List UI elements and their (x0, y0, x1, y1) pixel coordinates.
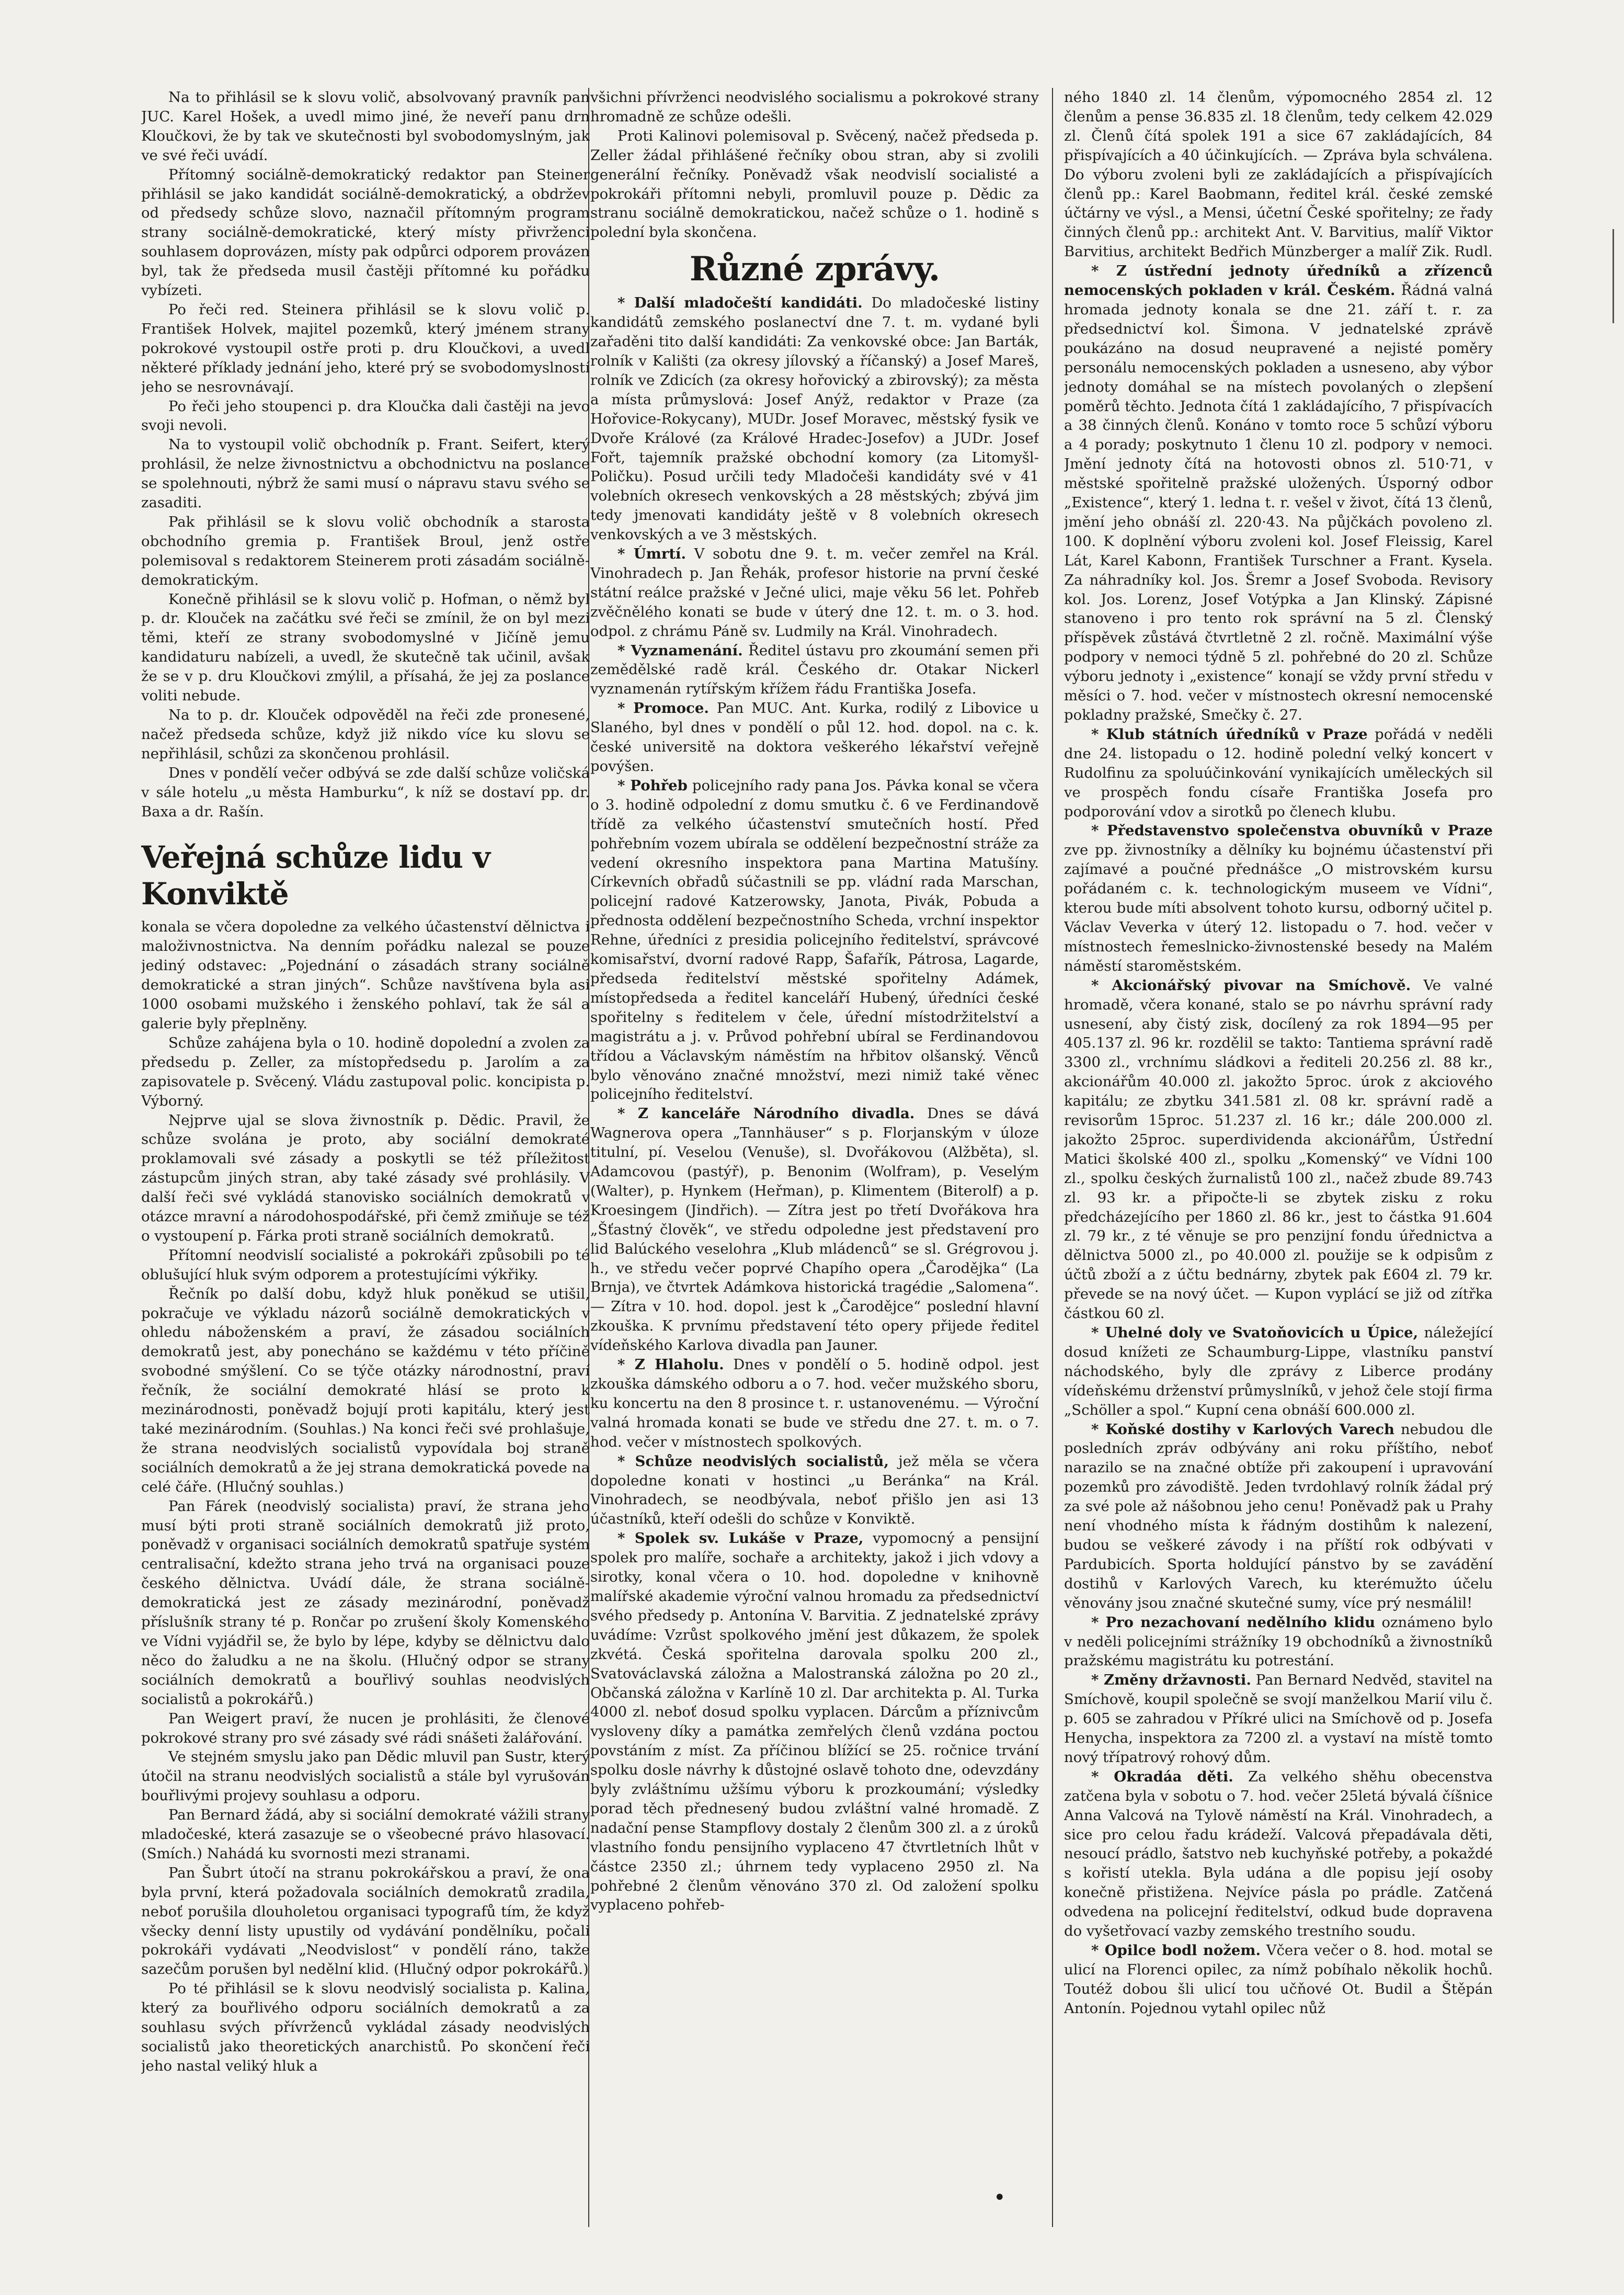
news-item (590, 293, 1039, 544)
news-body: vypomocný a pensijní spolek pro malíře, sochaře a architekty, jakož i jich vdovy a sirotky, konal včera o 10. hod. dopoledne v knihovně malířské akademie výroční valnou hromadu za předsednictví svého předsedy p. Antonína V. Barvitia. Z jednatelské zprávy uvádíme: Vzrůst spolkového jmění jest důkazem, že spolek zkvétá. Česká spořitelna darovala spolku 200 zl., Svatováclavská záložna a Malostranská záložna po 20 zl., Občanská záložna v Karlíně 10 zl. Dar architekta p. Al. Turka 4000 zl. neboť dosud spolku vyplacen. Dárcům a příznivcům vysloveny díky a památka zemřelých členů vzdána poctou povstáním z míst. Za příčinou blížící se 25. ročnice trvání spolku dosle návrhy k důstojné oslavě tohoto dne, odevzdány byly zvláštnímu užšímu výboru k prozkoumání; výsledky porad těch přednesený budou zvláštní valné hromadě. Z nadační pense Stampflovy dostaly 2 členům 300 zl. a z úroků vlastního fondu pensijního vyplaceno 47 čtvrtletních lhůt v částce 2350 zl.; úhrnem tedy vyplaceno 2950 zl. Na pohřebné 2 členům věnováno 370 zl. Od založení spolku vyplaceno pohřeb- (590, 1530, 1039, 1914)
news-body: Ve valné hromadě, včera konané, stalo se po návrhu správní rady usnesení, aby čistý zisk, docílený za rok 1894—95 per 405.137 zl. 96 kr. rozdělil se takto: Tantiema správní radě 3300 zl., vrchnímu sládkovi a řediteli 20.256 zl. 88 kr., akcionářům 40.000 zl. jakožto 5proc. úrok z akciového kapitálu; ze zbytku 341.581 zl. 08 kr. správní radě a revisorům 15proc. 51.237 zl. 16 kr.; dále 200.000 zl. jakožto 25proc. superdividenda akcionářům, Ústřední Matici školské 400 zl., spolku „Komenský“ ve Vídni 100 zl., spolku českých žurnalistů 100 zl., načež zbude 89.743 zl. 93 kr. a připočte-li se zbytek zisku z roku předcházejícího per 1860 zl. 86 kr., jest to částka 91.604 zl. 79 kr., z té věnuje se pro penzijní fondu úřednictva a dělnictva 5000 zl., po 40.000 zl. použije se k odpisům z účtů zboží a z účtu bednárny, zbytek pak £604 zl. 79 kr. převede se na nový účet. — Kupon vyplácí se již od zítřka částkou 60 zl. (1064, 976, 1493, 1322)
news-headline: * Další mladočeští kandidáti. (617, 294, 863, 312)
news-body: Včera večer o 8. hod. motal se ulicí na Florenci opilec, za nímž pobíhalo několik hochů. Toutéž dobou šli ulicí tou učňové Ot. Budil a Štěpán Antonín. Pojednou vytahl opilec nůž (1064, 1942, 1493, 2017)
paragraph: Na to přihlásil se k slovu volič, absolvovaný pravník pan JUC. Karel Hošek, a uvedl mimo jiné, že neveří panu drn Kloučkovi, že by tak ve skutečnosti byl svobodomyslným, jak ve své řeči uvádí. (141, 89, 590, 164)
news-body: zve pp. živnostníky a dělníky ku bojnému účastenství při zajímavé a poučné přednášce „O mistrovském kursu pořádaném c. k. technologickým museem ve Vídni“, kterou bude míti absolvent tohoto kursu, odborný učitel p. Václav Veverka v úterý 12. listopadu o 7. hod. večer v místnostech řemeslnicko-živnostenské besedy na Malém náměstí staroměstském. (1064, 842, 1493, 974)
section-heading-konvikt: Veřejná schůze lidu v Konviktě (141, 839, 490, 912)
news-headline: * Koňské dostihy v Karlových Varech (1091, 1421, 1394, 1438)
paragraph: všichni přívrženci neodvislého socialismu a pokrokové strany hromadně ze schůze odešli. (590, 89, 1039, 125)
news-item (590, 1452, 1039, 1529)
news-body: Pan MUC. Ant. Kurka, rodilý z Libovice u Slaného, byl dnes v pondělí o půl 12. hod. dopol. na c. k. české universitě na doktora veškerého lékařství veřejně povýšen. (590, 700, 1039, 775)
news-item (1064, 262, 1493, 725)
news-item (590, 641, 1039, 699)
news-item (590, 1529, 1039, 1915)
news-body: Do mladočeské listiny kandidátů zemského poslanectví dne 7. t. m. vydané byli zařaděni tito další kandidáti: Za venkovské obce: Jan Barták, rolník v Kališti (za okresy jílovský a říčanský) a Josef Mareš, rolník ve Zdicích (za okresy hořovický a zbirovský); za města a místa průmyslová: Josef Anýž, redaktor v Praze (za Hořovice-Rokycany), MUDr. Josef Moravec, městský fysik ve Dvoře Králové (za Králové Hradec-Josefov) a JUDr. Josef Fořt, tajemník pražské obchodní komory (za Litomyšl-Poličku). Posud určili tedy Mladočeši kandidáty své v 41 volebních okresech venkovských a 28 městských; zbývá jim tedy jmenovati kandidáty ještě v 8 volebních okresech venkovských a ve 3 městských. (590, 294, 1039, 543)
news-headline: * Představenstvo společenstva obuvníků v Praze (1091, 822, 1493, 839)
news-body: Řádná valná hromada jednoty konala se dne 21. září t. r. za předsednictví kol. Šimona. V jednatelské zprávě poukázáno na dosud neupravené a nejisté poměry personálu nemocenských pokladen a usneseno, aby výbor jednoty domáhal se na místech povolaných o zlepšení poměrů těchto. Jednota čítá 1 zakládajícího, 7 přispívacích a 38 činných členů. Konáno v tomto roce 5 schůzí výboru a 4 porady; poskytnuto 1 členu 10 zl. podpory v nemoci. Jmění jednoty čítá na hotovosti obnos zl. 510·71, v městské spořitelně pražské uložených. Úsporný odbor „Existence“, který 1. ledna t. r. vešel v život, čítá 13 členů, jmění jeho obnáší zl. 220·43. Na půjčkách povoleno zl. 100. K doplnění výboru zvoleni kol. Josef Fleissig, Karel Lát, Karel Kabonn, František Turschner a Frant. Kysela. Za náhradníky kol. Jos. Šremr a Josef Svoboda. Revisory kol. Jos. Lorenz, Josef Votýpka a Jan Klinský. Zápisné stanoveno i pro tento rok správní na 5 zl. Členský příspěvek zůstává čtvrtletně 2 zl. ročně. Maximální výše podpory v nemoci týdně 5 zl. pohřebné do 20 zl. Schůze výboru jednoty i „existence“ konají se vždy první středu v měsíci o 7. hod. večer v místnostech okresní nemocenské pokladny pražské, Smečky č. 27. (1064, 282, 1493, 723)
news-item (1064, 976, 1493, 1323)
paragraph: Na to p. dr. Klouček odpověděl na řeči zde pronesené, načež předseda schůze, když již nikdo více ku slovu se nepřihlásil, schůzi za skončenou prohlásil. (141, 707, 590, 762)
news-item (590, 1104, 1039, 1355)
paragraph: Pan Fárek (neodvislý socialista) praví, že strana jeho musí býti proti straně sociálních demokratů již proto, poněvadž v organisaci sociálních demokratů spatřuje systém centralisační, kdežto strana jeho trvá na organisaci pouze českého dělnictva. Uvádí dále, že strana sociálně-demokratická jest ze zásady mezinárodní, poněvadž příslušník strany té p. Rončar po zrušení školy Komenského ve Vídni vyjádřil se, že bylo by lépe, kdyby se dělnictvu dalo něco do žaludku a ne na školu. (Hlučný odpor se strany sociálních demokratů a bouřlivý souhlas neodvislých socialistů a pokrokářů.) (141, 1497, 590, 1708)
news-item (590, 776, 1039, 1104)
news-body: pořádá v neděli dne 24. listopadu o 12. hodině polední velký koncert v Rudolfinu za spoluúčinkování vynikajících uměleckých sil ve prospěch fondu císaře Františka Josefa pro podporování vdov a sirotků po členech klubu. (1064, 725, 1493, 820)
news-headline: * Z Hlaholu. (617, 1356, 724, 1373)
news-headline: * Promoce. (617, 700, 709, 717)
column-2 (590, 88, 1039, 2227)
news-headline: * Uhelné doly ve Svatoňovicích u Úpice, (1091, 1324, 1419, 1341)
news-item (1064, 1941, 1493, 2018)
paragraph: Nejprve ujal se slova živnostník p. Dědic. Pravil, že schůze svolána je proto, aby sociální demokraté proklamovali své zásady a poskytli se též příležitost zástupcům jiných stran, aby také zásady své prohlásily. V další řeči své vykládá stanovisko sociálních demokratů v otázce mravní a národohospodářské, při čemž zmiňuje se též o vystoupení p. Fárka proti straně sociálních demokratů. (141, 1111, 590, 1244)
paragraph: Pan Bernard žádá, aby si sociální demokraté vážili strany mladočeské, která zasazuje se o všeobecné právo hlasovací. (Smích.) Nahádá ku svornosti mezi stranami. (141, 1807, 590, 1862)
news-body: Dnes se dává Wagnerova opera „Tannhäuser“ s p. Florjanským v úloze titulní, pí. Veselou (Venuše), sl. Dvořákovou (Alžběta), sl. Adamcovou (pastýř), p. Benonim (Wolfram), p. Veselým (Walter), p. Hynkem (Heřman), p. Klimentem (Biterolf) a p. Kroesingem (Jindřich). — Zítra jest po třetí Dvořákova hra „Šťastný člověk“, ve středu odpoledne jest představení pro lid Balúckého veselohra „Klub mládenců“ se sl. Grégrovou j. h., ve středu večer poprvé Chapího opera „Čarodějka“ (La Brnja), ve čtvrtek Adámkova historická tragédie „Salomena“. — Zítra v 10. hod. dopol. jest k „Čarodějce“ poslední hlavní zkouška. K prvnímu představení této opery přijede ředitel vídeňského Karlova divadla pan Jauner. (590, 1105, 1039, 1354)
column-1 (141, 88, 590, 2227)
news-item (1064, 821, 1493, 975)
news-item (1064, 1671, 1493, 1767)
news-headline: * Akcionářský pivovar na Smíchově. (1091, 976, 1411, 994)
news-headline: * Pohřeb (617, 777, 688, 794)
news-body: jež měla se včera dopoledne konati v hostinci „u Beránka“ na Král. Vinohradech, se neodbývala, neboť přišlo jen asi 13 účastníků, kteří odešli do schůze v Konviktě. (590, 1452, 1039, 1528)
news-body: nebudou dle posledních zpráv odbývány ani roku příštího, neboť narazilo se na značné obtíže při zakoupení i upravování pozemků pro závodiště. Jeden tvrdohlavý rolník žádal prý za své pole až nášobnou jeho cenu! Poněvadž pak u Prahy není vhodného místa k řádným dostihům k nalezení, budou se veškeré závody i na příští rok odbývati v Pardubicích. Sporta holdující pánstvo by se zavádění dostihů v Karlových Varech, ku kterémužto účelu věnovány jsou značné skutečné sumy, více prý nesmálil! (1064, 1421, 1493, 1611)
news-headline: * Spolek sv. Lukáše v Praze, (617, 1530, 864, 1547)
news-item (1064, 725, 1493, 822)
column-3 (1064, 88, 1493, 2227)
news-body: náležející dosud knížeti ze Schaumburg-Lippe, vlastníku panství náchodského, byly dle zprávy z Liberce prodány vídeňskému drženství průmyslníků, v jehož čele stojí firma „Schöller a spol.“ Kupní cena obnáší 600.000 zl. (1064, 1324, 1493, 1418)
news-headline: * Změny državnosti. (1091, 1672, 1251, 1689)
paragraph: Pan Weigert praví, že nucen je prohlásiti, že členové pokrokové strany pro své zásady své rádi snášeti žalářování. (141, 1710, 590, 1746)
news-item (1064, 1420, 1493, 1613)
paragraph: Schůze zahájena byla o 10. hodině dopolední a zvolen za předsedu p. Zeller, za místopředsedu p. Jarolím a za zapisovatele p. Svěcený. Vládu zastupoval polic. koncipista p. Výborný. (141, 1034, 590, 1109)
paragraph: Ve stejném smyslu jako pan Dědic mluvil pan Sustr, který útočil na stranu neodvislých socialistů a stále byl vyrušován bouřlivými projevy souhlasu a odporu. (141, 1748, 590, 1804)
news-headline: * Z ústřední jednoty úředníků a zřízenců nemocenských pokladen v král. Českém. (1064, 263, 1493, 299)
news-headline: * Pro nezachovaní nedělního klidu (1091, 1614, 1376, 1631)
news-headline: * Okradáa děti. (1091, 1768, 1233, 1785)
paragraph: Na to vystoupil volič obchodník p. Frant. Seifert, který prohlásil, že nelze živnostnictvu a obchodnictvu na poslance se spolehnouti, nýbrž že sami musí o nápravu stavu svého se zasaditi. (141, 436, 590, 512)
news-item (1064, 1613, 1493, 1671)
news-headline: * Opilce bodl nožem. (1091, 1942, 1261, 1959)
paragraph: Řečník po další dobu, když hluk poněkud se utišil, pokračuje ve výkladu názorů sociálně demokratických v ohledu náboženském a praví, že zásadou sociálních demokratů jest, aby ponecháno se každému v této příčině svobodné smýšlení. Co se týče otázky národnostní, praví řečník, že sociální demokraté hlásí se proto k mezinárodnosti, poněvadž bojují proti kapitálu, který jest také mezinárodním. (Souhlas.) Na konci řeči své prohlašuje, že strana neodvislých socialistů vypovídala boj straně sociálních demokratů a že jej strana demokratická povede na celé čáře. (Hlučný souhlas.) (141, 1285, 590, 1495)
paragraph: Pan Šubrt útočí na stranu pokrokářskou a praví, že ona byla první, která požadovala sociálních demokratů zradila, neboť porušila dlouholetou organisaci typografů tím, že když všecky denní listy upustily od vydávání pondělníku, počali pokrokáři vydávati „Neodvislost“ v pondělí ráno, takže sazečům porušen byl nedělní klid. (Hlučný odpor pokrokářů.) (141, 1864, 590, 1978)
column-rule-right (1052, 88, 1053, 2227)
paragraph: Konečně přihlásil se k slovu volič p. Hofman, o němž byl p. dr. Klouček na začátku své řeči se zmínil, že on byl mezi těmi, kteří ze strany svobodomyslné v Jičíně jemu kandidaturu nabízeli, a uvedl, že skutečně tak učinil, avšak že se v p. dru Kloučkovi zmýlil, a přísahá, že jej za poslance voliti nebude. (141, 590, 590, 705)
news-headline: * Z kanceláře Národního divadla. (617, 1105, 915, 1122)
news-item (590, 544, 1039, 641)
news-headline: * Vyznamenání. (617, 642, 743, 659)
news-body: policejního rady pana Jos. Pávka konal se včera o 3. hodině odpolední z domu smutku č. 6 ve Ferdinandově třídě za velkého účastenství smutečních hostí. Před pohřebním vozem ubírala se oddělení bezpečnostní stráže za vedení okresního inspektora pana Martina Matušíny. Církevních obřadů súčastnili se pp. vládní rada Marschan, policejní radové Katzerowsky, Janota, Pivák, Pobuda a přednosta oddělení bezpečnostního Scheda, vrchní inspektor Rehne, úředníci z presidia policejního ředitelství, správcové komisařství, dvorní radové Rapp, Šafařík, Pátrosa, Lagarde, předseda ředitelství městské spořitelny Adámek, místopředseda a ředitel kanceláří Hubený, úředníci české spořitelny s ředitelem v čele, úřední místodržitelství a magistrátu a j. v. Průvod pohřební ubíral se Ferdinandovou třídou a Václavským náměstím na hřbitov olšanský. Věnců bylo věnováno značné množství, mezi nimiž také věnec policejního ředitelství. (590, 777, 1039, 1103)
paragraph: Proti Kalinovi polemisoval p. Svěcený, načež předseda p. Zeller žádal přihlášené řečníky obou stran, aby si zvolili generální řečníky. Poněvadž však neodvislí socialisté a pokrokáři přítomni nebyli, promluvil pouze p. Dědic za stranu sociálně demokratickou, načež schůze o 1. hodině s polední byla skončena. (590, 127, 1039, 241)
margin-mark (1612, 229, 1618, 323)
paragraph: Po řeči red. Steinera přihlásil se k slovu volič p. František Holvek, majitel pozemků, který jménem strany pokrokové vystoupil ostře proti p. dru Kloučkovi, a uvedl některé příklady jednání jeho, které prý se svobodomyslností jeho se nesrovnávají. (141, 301, 590, 395)
paragraph: Dnes v pondělí večer odbývá se zde další schůze voličská v sále hotelu „u města Hamburku“, k níž se dostaví pp. dr. Baxa a dr. Rašín. (141, 764, 590, 820)
news-item (590, 1355, 1039, 1452)
paragraph: Přítomní neodvislí socialisté a pokrokáři způsobili po té oblušující hluk svým odporem a protestujícími výkřiky. (141, 1246, 590, 1283)
news-body: V sobotu dne 9. t. m. večer zemřel na Král. Vinohradech p. Jan Řehák, profesor historie na první české státní reálce pražské v Ječné ulici, maje věku 56 let. Pohřeb zvěčnělého konati se bude v úterý dne 12. t. m. o 3. hod. odpol. z chrámu Páně sv. Ludmily na Král. Vinohradech. (590, 546, 1039, 640)
news-headline: * Úmrtí. (617, 546, 687, 563)
news-body: Dnes v pondělí o 5. hodině odpol. jest zkouška dámského odboru a o 7. hod. večer mužského sboru, ku koncertu na den 8 prosince t. r. ustanovenému. — Výroční valná hromada konati se bude ve středu dne 27. t. m. o 7. hod. večer v místnostech spolkových. (590, 1356, 1039, 1450)
news-headline: * Schůze neodvislých socialistů, (617, 1452, 889, 1470)
news-body: Pan Bernard Nedvěd, stavitel na Smíchově, koupil společně se svojí manželkou Marií vilu č. p. 605 se zahradou v Příkré ulici na Smíchově od p. Josefa Henycha, inspektora za 7200 zl. a vystaví na místě tomto nový třípatrový rohový dům. (1064, 1672, 1493, 1766)
news-body: Ředitel ústavu pro zkoumání semen při zemědělské radě král. Českého dr. Otakar Nickerl vyznamenán rytířským křížem řádu Františka Josefa. (590, 642, 1039, 698)
news-body: Za velkého shěhu obecenstva zatčena byla v sobotu o 7. hod. večer 25letá bývalá číšnice Anna Valcová na Tylově náměstí na Král. Vinohradech, a sice pro celou řadu krádeží. Valcová přepadávala děti, nesoucí prádlo, šatstvo neb kuchyňské potřeby, a pokaždé s kořistí utekla. Byla udána a dle popisu její osoby konečně přistižena. Nejvíce pásla po prádle. Zatčená odvedena na policejní ředitelství, odkud bude dopravena do vyšetřovací vazby zemského trestního soudu. (1064, 1768, 1493, 1940)
section-heading-ruzne-zpravy: Různé zprávy. (689, 249, 940, 289)
paragraph: Po řeči jeho stoupenci p. dra Kloučka dali častěji na jevo svoji nevoli. (141, 397, 590, 434)
paragraph: Přítomný sociálně-demokratický redaktor pan Steiner přihlásil se jako kandidát sociálně-demokratický, a obdržev od předsedy schůze slovo, naznačil přítomným program strany sociálně-demokratické, který místy přivrženci souhlasem doprovázen, místy pak odpůrci odporem provázen byl, tak že předseda musil častěji přítomné ku pořádku vybízeti. (141, 166, 590, 299)
paragraph: Po té přihlásil se k slovu neodvislý socialista p. Kalina, který za bouřlivého odporu sociálních demokratů a za souhlasu svých přívrženců vykládal zásady neodvislých socialistů jako theoretických anarchistů. Po skončení řeči jeho nastal veliký hluk a (141, 1980, 590, 2074)
news-item (1064, 1767, 1493, 1941)
paragraph: Pak přihlásil se k slovu volič obchodník a starosta obchodního gremia p. František Broul, jenž ostře polemisoval s redaktorem Steinerem proti zásadám sociálně-demokratickým. (141, 513, 590, 588)
footer-mark: • (993, 2186, 1006, 2210)
news-item (1064, 1323, 1493, 1420)
news-body: oznámeno bylo v neděli policejními strážníky 19 obchodníků a živnostníků pražskému magistrátu ku potrestání. (1064, 1614, 1493, 1669)
news-item (590, 699, 1039, 776)
news-headline: * Klub státních úředníků v Praze (1091, 725, 1368, 743)
paragraph: ného 1840 zl. 14 členům, výpomocného 2854 zl. 12 členům a pense 36.835 zl. 18 členům, tedy celkem 42.029 zl. Členů čítá spolek 191 a sice 67 zakládajících, 84 přispívajících a 40 účinkujících. — Zpráva byla schválena. Do výboru zvoleni byli ze zakládajících a přispívajících členů pp.: Karel Baobmann, ředitel král. české zemské účtárny ve výsl., a Mensi, účetní České spořitelny; ze řady činných členů pp.: architekt Ant. V. Barvitius, malíř Viktor Barvitius, architekt Bedřich Münzberger a malíř Zik. Rudl. (1064, 89, 1493, 260)
paragraph: konala se včera dopoledne za velkého účastenství dělnictva i maloživnostnictva. Na denním pořádku nalezal se pouze jediný odstavec: „Pojednání o zásadách strany sociálně demokratické a stran jiných“. Schůze navštívena byla asi 1000 osobami mužského i ženského pohlaví, tak že sál a galerie byly přeplněny. (141, 918, 590, 1032)
